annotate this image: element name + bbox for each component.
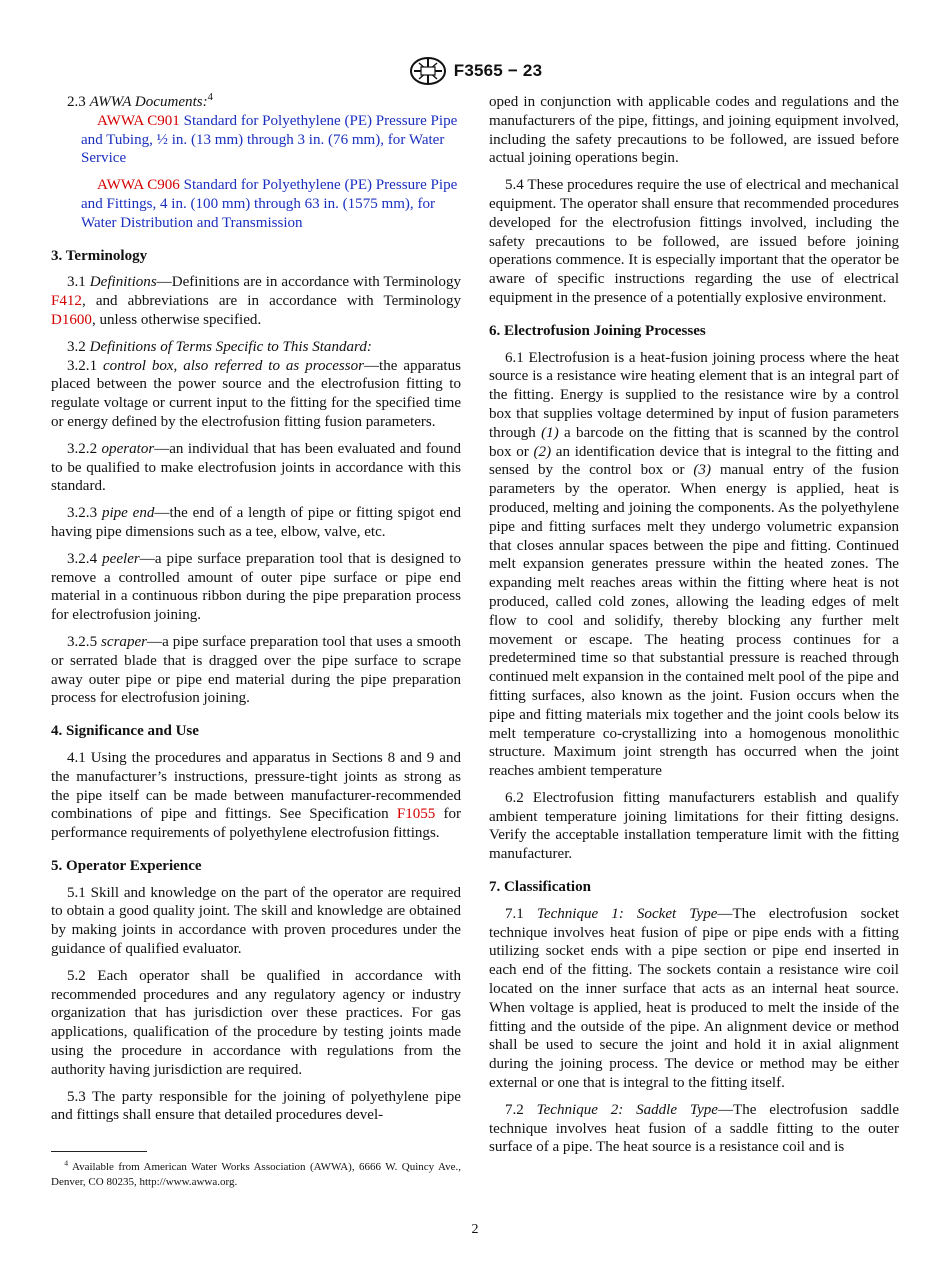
link-f1055[interactable]: F1055 (396, 806, 436, 823)
paragraph-5-3-continued: oped in conjunction with applicable codes and regulations and the manufacturers of the pipe, fittings, and joining equipment involved, including the safety precautions to be followed, are issued before actual joining operations begin. (489, 94, 899, 167)
heading-terminology: 3. Terminology (51, 247, 148, 264)
paragraph-6-1: 6.1 Electrofusion is a heat-fusion joining process where the heat source is a resistance wire heating element that is an integral part of the fitting. Energy is supplied to the resistance wire by a control box that supplies voltage determined by input of fusion parameters through (1) a barcode on the fitting that is scanned by the control box or (2) an identification device that is integral to the fitting and sensed by the control box or (3) manual entry of the fusion parameters by the operator. When energy is applied, heat is produced, melting and joining the components. As the polyethylene pipe and fitting surfaces melt they undergo volumetric expansion that closes annular spaces between the pipe and fitting. Continued melt expansion generates pressure within the heated zones. The expanding melt reaches areas within the fitting where heat is not produced, called cold zones, allowing the leading edges of melt flow to cool and solidify, thereby blocking any further melt movement or escape. The heating process continues for a predetermined time so that substantial pressure is reached through continued melt expansion in the contained melt pool of the pipe and fitting surfaces, also known as the joint. Fusion occurs when the pipe and fitting materials mix together and the joint cools below its melt temperature co-crystallizing into a homogenous monolithic structure. Maximum joint strength has occurred when the joint reaches ambient temperature (489, 349, 899, 780)
heading-classification: 7. Classification (489, 879, 591, 896)
paragraph-5-3: 5.3 The party responsible for the joining of polyethylene pipe and fittings shall ensure that detailed procedures devel- (51, 1088, 461, 1124)
footnote: $^4$ Available from American Water Works Association (AWWA), 6666 W. Quincy Ave., Denver, CO 80235, http://www.awwa.org. (51, 1158, 461, 1188)
paragraph-5-4: 5.4 These procedures require the use of electrical and mechanical equipment. The operator shall ensure that recommended procedures developed for the electrofusion fittings involved, including the safety precautions to be followed, are issued before joining operations commence. It is especially important that the operator be aware of specific instructions regarding the use of electrical equipment in the presence of a potentially explosive environment. (489, 177, 899, 306)
heading-significance: 4. Significance and Use (51, 723, 199, 740)
paragraph-3-2-4: 3.2.4 peeler—a pipe surface preparation tool that is designed to remove a controlled amount of outer pipe surface or pipe end material in a continuous ribbon during the pipe preparation process for electrofusion joining. (51, 550, 461, 624)
paragraph-3-2: 3.2 Definitions of Terms Specific to This Standard: (67, 338, 372, 355)
reference-awwa-c901[interactable]: AWWA C901 Standard for Polyethylene (PE) Pressure Pipe and Tubing, ½ in. (13 mm) through 3 in. (76 mm), for Water Service (81, 112, 458, 167)
paragraph-3-2-1: 3.2.1 control box, also referred to as processor—the apparatus placed between the power source and the electrofusion fitting to regulate voltage or current input to the fitting for the specified time or energy defined by the electrofusion fitting fusion parameters. (51, 357, 461, 430)
page-number: 2 (471, 1222, 479, 1237)
footnote-divider (51, 1151, 147, 1152)
heading-electrofusion-processes: 6. Electrofusion Joining Processes (489, 322, 706, 339)
paragraph-7-1: 7.1 Technique 1: Socket Type—The electrofusion socket technique involves heat fusion of pipe or pipe ends with a fitting utilizing socket ends with a pipe section or pipe end inserted in each end of the fitting. The sockets contain a resistance wire coil located on the inner surface that acts as an internal heat source. When voltage is applied, heat is produced to melt the inside of the fitting and the outside of the pipe. An alignment device or method shall be used to secure the joint and hold it in axial alignment during the joining process. The device or method may be either external or one that is integral to the fitting itself. (489, 905, 900, 1092)
paragraph-5-1: 5.1 Skill and knowledge on the part of the operator are required to obtain a good quality joint. The skill and knowledge are obtained by making joints in accordance with proven procedures under the guidance of qualified evaluator. (51, 884, 461, 958)
left-column (51, 93, 461, 1133)
astm-logo-icon (408, 55, 448, 87)
paragraph-3-1: 3.1 Definitions—Definitions are in accordance with Terminology F412, and abbreviations are in accordance with Terminology D1600, unless otherwise specified. (51, 274, 462, 328)
paragraph-7-2: 7.2 Technique 2: Saddle Type—The electrofusion saddle technique involves heat fusion of a saddle fitting to the outer surface of a pipe. The heat source is a resistance coil and is (489, 1101, 900, 1156)
paragraph-3-2-5: 3.2.5 scraper—a pipe surface preparation tool that uses a smooth or serrated blade that is dragged over the pipe surface to scrape away outer pipe or pipe end material during the pipe preparation process for electrofusion joining. (51, 633, 462, 707)
reference-awwa-c906[interactable]: AWWA C906 Standard for Polyethylene (PE) Pressure Pipe and Fittings, 4 in. (100 mm) through 63 in. (1575 mm), for Water Distribution and Transmission (81, 177, 458, 231)
paragraph-4-1: 4.1 Using the procedures and apparatus in Sections 8 and 9 and the manufacturer’s instructions, pressure-tight joints as strong as the pipe itself can be made between manufacturer-recommended combinations of pipe and fittings. See Specification F1055 for performance requirements of polyethylene electrofusion fittings. (51, 749, 461, 842)
heading-operator-experience: 5. Operator Experience (51, 857, 202, 874)
link-f412[interactable]: F412 (51, 293, 82, 310)
right-column (489, 93, 899, 1165)
page-header (0, 55, 950, 87)
paragraph-6-2: 6.2 Electrofusion fitting manufacturers establish and qualify ambient temperature joining limitations for their fitting designs. Verify the acceptable installation temperature limit with the fitting manufacturer. (489, 789, 899, 863)
document-code: F3565 − 23 (453, 61, 543, 80)
paragraph-3-2-2: 3.2.2 operator—an individual that has been evaluated and found to be qualified to make electrofusion joints in accordance with this standard. (51, 440, 461, 495)
section-2-3: 2.3 AWWA Documents:$^4$ (67, 91, 213, 110)
paragraph-3-2-3: 3.2.3 pipe end—the end of a length of pipe or fitting spigot end having pipe dimensions such as a tee, elbow, valve, etc. (51, 505, 461, 540)
link-d1600[interactable]: D1600 (51, 311, 92, 328)
paragraph-5-2: 5.2 Each operator shall be qualified in accordance with recommended procedures and any regulatory agency or industry organization that has jurisdiction over these practices. For gas applications, qualification of the procedure by testing joints made using the procedure in accordance with regulations from the authority having jurisdiction are required. (51, 967, 461, 1078)
